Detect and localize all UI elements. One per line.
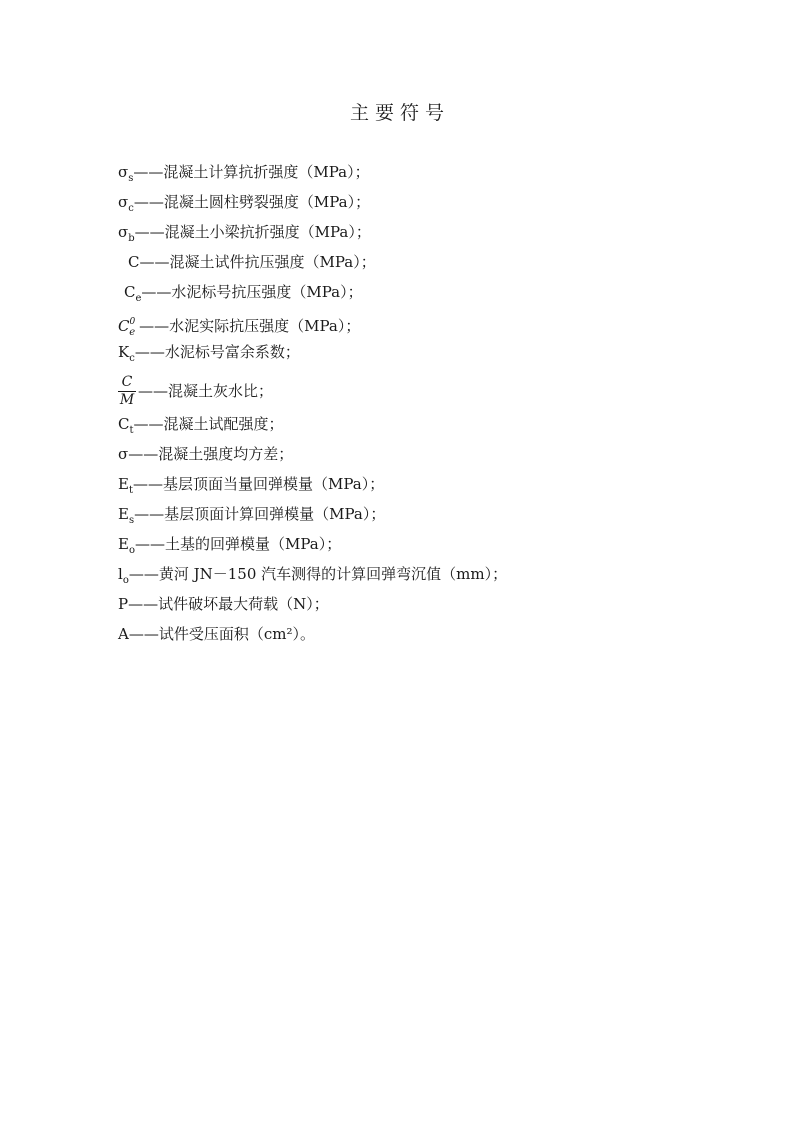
list-item: [118, 502, 507, 532]
symbol-description: ——基层顶面当量回弹模量（MPa）；: [132, 475, 385, 493]
symbol: $\sigma_s$: [118, 163, 134, 184]
page-title: 主 要 符 号: [349, 102, 445, 124]
list-item: [118, 622, 507, 652]
symbol-description: ——试件受压面积（cm²）。: [128, 625, 315, 643]
symbol: $C_e$: [124, 283, 142, 304]
symbol: $\sigma_c$: [118, 193, 134, 214]
list-item: [118, 220, 507, 250]
list-item: [118, 562, 507, 592]
symbol-description: ——混凝土圆柱劈裂强度（MPa）；: [133, 193, 371, 211]
symbol-description: ——混凝土强度均方差；: [128, 445, 294, 463]
symbol: $E_o$: [118, 535, 135, 556]
symbol: $C^0_e$: [118, 317, 136, 338]
symbol: A: [118, 625, 129, 643]
symbol: σ: [118, 445, 129, 463]
symbol-description: ——混凝土试配强度；: [133, 415, 284, 433]
symbol: $l_o$: [118, 565, 129, 586]
symbol-description: ——土基的回弹模量（MPa）；: [134, 535, 342, 553]
list-item: [118, 280, 507, 310]
list-item: [118, 412, 507, 442]
symbol: P: [118, 595, 129, 613]
list-item: [118, 442, 507, 472]
symbol-description: ——水泥标号抗压强度（MPa）；: [141, 283, 363, 301]
symbol: $\sigma_b$: [118, 223, 135, 244]
list-item: [118, 472, 507, 502]
symbol: $E_s$: [118, 505, 135, 526]
symbol-description: ——黄河 JN－150 汽车测得的计算回弹弯沉值（mm）；: [128, 565, 508, 583]
symbol-description: ——水泥标号富余系数；: [134, 343, 300, 361]
fraction-denominator: M: [119, 391, 135, 408]
list-item: [118, 190, 507, 220]
symbol-description: ——混凝土灰水比；: [138, 382, 274, 400]
fraction-symbol: [118, 375, 136, 408]
list-item: [118, 340, 507, 370]
symbol: $K_c$: [118, 343, 135, 364]
symbol-description: ——混凝土试件抗压强度（MPa）；: [139, 253, 376, 271]
symbol-description: ——混凝土计算抗折强度（MPa）；: [133, 163, 370, 181]
symbol-list: [118, 160, 507, 652]
symbol-description: ——混凝土小梁抗折强度（MPa）；: [134, 223, 371, 241]
symbol: C: [128, 253, 140, 271]
fraction-numerator: C: [121, 373, 133, 390]
list-item: [118, 310, 507, 340]
symbol-description: ——基层顶面计算回弹模量（MPa）；: [134, 505, 386, 523]
list-item: [118, 250, 507, 280]
symbol: $E_t$: [118, 475, 133, 496]
list-item: [118, 532, 507, 562]
symbol-description: ——试件破坏最大荷载（N）；: [128, 595, 329, 613]
list-item: [118, 160, 507, 190]
symbol: $C_t$: [118, 415, 134, 436]
symbol-description: ——水泥实际抗压强度（MPa）；: [139, 317, 361, 335]
list-item: [118, 370, 507, 412]
list-item: [118, 592, 507, 622]
